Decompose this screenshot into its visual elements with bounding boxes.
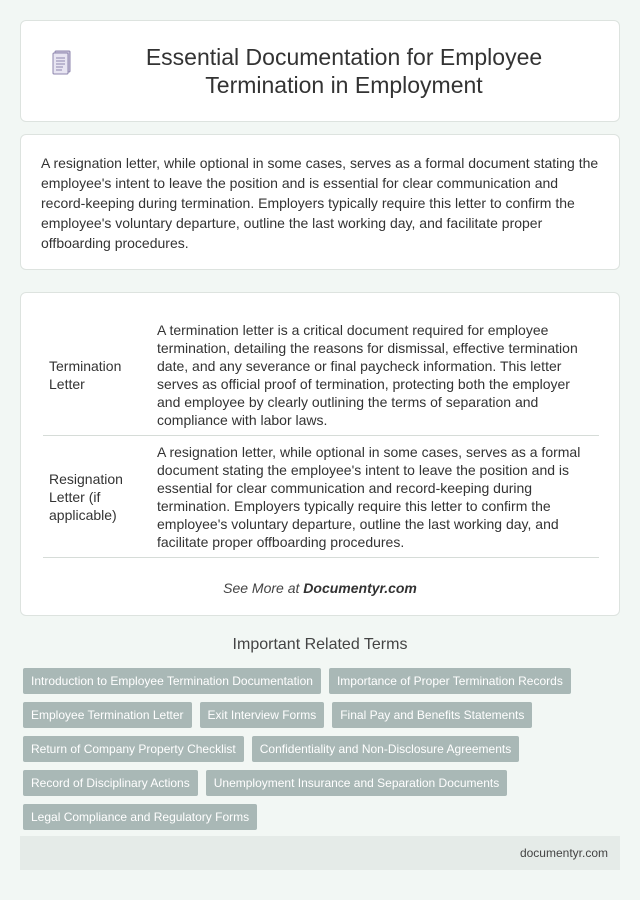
- related-term-tag[interactable]: Final Pay and Benefits Statements: [332, 702, 532, 728]
- related-term-tag[interactable]: Introduction to Employee Termination Documentation: [23, 668, 321, 694]
- related-terms-list: [23, 668, 623, 830]
- table-row: [43, 436, 599, 558]
- related-term-tag[interactable]: Return of Company Property Checklist: [23, 736, 244, 762]
- title-card: [20, 20, 620, 122]
- intro-card: [20, 134, 620, 270]
- related-term-tag[interactable]: Legal Compliance and Regulatory Forms: [23, 804, 257, 830]
- related-term-tag[interactable]: Confidentiality and Non-Disclosure Agreements: [252, 736, 519, 762]
- documents-table: [43, 315, 599, 558]
- title-wrap: [21, 43, 619, 99]
- related-term-tag[interactable]: Unemployment Insurance and Separation Documents: [206, 770, 508, 796]
- related-terms-heading: Important Related Terms: [232, 636, 408, 653]
- document-name: Resignation Letter (if applicable): [43, 436, 151, 558]
- related-term-tag[interactable]: Employee Termination Letter: [23, 702, 192, 728]
- related-term-tag[interactable]: Record of Disciplinary Actions: [23, 770, 198, 796]
- related-term-tag[interactable]: Exit Interview Forms: [200, 702, 325, 728]
- document-description: A termination letter is a critical document required for employee termination, detailing the reasons for dismissal, effective termination date, and any severance or final paycheck information. This letter serves as official proof of termination, protecting both the employer and employee by clearly outlining the terms of separation and compliance with labor laws.: [151, 315, 599, 436]
- see-more-site[interactable]: Documentyr.com: [303, 580, 417, 596]
- footer: [20, 836, 620, 870]
- related-term-tag[interactable]: Importance of Proper Termination Records: [329, 668, 571, 694]
- documents-table-card: [20, 292, 620, 616]
- footer-site-link[interactable]: documentyr.com: [519, 846, 608, 860]
- see-more-link[interactable]: [43, 580, 597, 596]
- page-title: Essential Documentation for Employee Termination in Employment: [145, 44, 543, 98]
- intro-paragraph: A resignation letter, while optional in some cases, serves as a formal document stating the employee's intent to leave the position and is essential for clear communication and record-keeping during termination. Employers typically require this letter to confirm the employee's voluntary departure, outline the last working day, and facilitate proper offboarding procedures.: [41, 155, 599, 251]
- document-name: Termination Letter: [43, 315, 151, 436]
- document-icon: [51, 49, 73, 75]
- see-more-prefix: See More at: [223, 580, 304, 596]
- table-row: [43, 315, 599, 436]
- document-description: A resignation letter, while optional in some cases, serves as a formal document stating the employee's intent to leave the position and is essential for clear communication and record-keeping during termination. Employers typically require this letter to confirm the employee's voluntary departure, outline the last working day, and facilitate proper offboarding procedures.: [151, 436, 599, 558]
